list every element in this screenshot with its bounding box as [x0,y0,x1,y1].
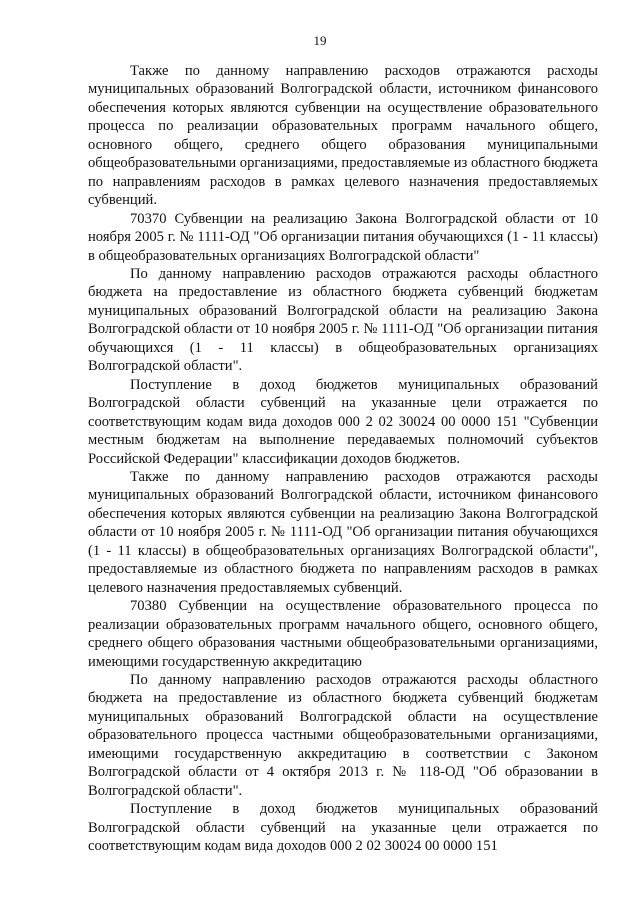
paragraph-70370-municipal-expenses: Также по данному направлению расходов отражаются расходы муниципальных образований Волгоградской области, источником финансового обеспечения которых являются субвенции на реализацию Закона Волгоградской области от 10 ноября 2005 г. № 1111-ОД "Об организации питания обучающихся (1 - 11 классы) в общеобразовательных организациях Волгоградской области", предоставляемые из областного бюджета по направлениям расходов в рамках целевого назначения предоставляемых субвенций. [88,468,598,596]
paragraph-70370-income-codes: Поступление в доход бюджетов муниципальных образований Волгоградской области субвенций на указанные цели отражается по соответствующим кодам вида доходов 000 2 02 30024 00 0000 151 "Субвенции местным бюджетам на выполнение передаваемых полномочий субъектов Российской Федерации" классификации доходов бюджетов. [88,376,598,467]
paragraph-70380-regional-expenses: По данному направлению расходов отражаются расходы областного бюджета на предоставление из областного бюджета субвенций бюджетам муниципальных образований Волгоградской области на осуществление образовательного процесса частными общеобразовательными организациями, имеющими государственную аккредитацию в соответствии с Законом Волгоградской области от 4 октября 2013 г. № 118-ОД "Об образовании в Волгоградской области". [88,671,598,799]
document-body [88,62,598,855]
paragraph-70370-regional-expenses: По данному направлению расходов отражаются расходы областного бюджета на предоставление из областного бюджета субвенций бюджетам муниципальных образований Волгоградской области на реализацию Закона Волгоградской области от 10 ноября 2005 г. № 1111-ОД "Об организации питания обучающихся (1 - 11 классы) в общеобразовательных организациях Волгоградской области". [88,265,598,375]
paragraph-70380-income-codes: Поступление в доход бюджетов муниципальных образований Волгоградской области субвенций на указанные цели отражается по соответствующим кодам вида доходов 000 2 02 30024 00 0000 151 [88,801,598,855]
paragraph-code-70370-heading: 70370 Субвенции на реализацию Закона Волгоградской области от 10 ноября 2005 г. № 1111-ОД "Об организации питания обучающихся (1 - 11 классы) в общеобразовательных организациях Волгоградской области" [88,210,598,264]
paragraph-code-70380-heading: 70380 Субвенции на осуществление образовательного процесса по реализации образовательных программ начального общего, основного общего, среднего общего образования частными общеобразовательными организациями, имеющими государственную аккредитацию [88,598,598,670]
paragraph-expenses-municipal-education: Также по данному направлению расходов отражаются расходы муниципальных образований Волгоградской области, источником финансового обеспечения которых являются субвенции на осуществление образовательного процесса по реализации образовательных программ начального общего, основного общего, среднего общего образования муниципальными общеобразовательными организациями, предоставляемые из областного бюджета по направлениям расходов в рамках целевого назначения предоставляемых субвенций. [88,63,599,209]
page-number: 19 [313,33,327,48]
